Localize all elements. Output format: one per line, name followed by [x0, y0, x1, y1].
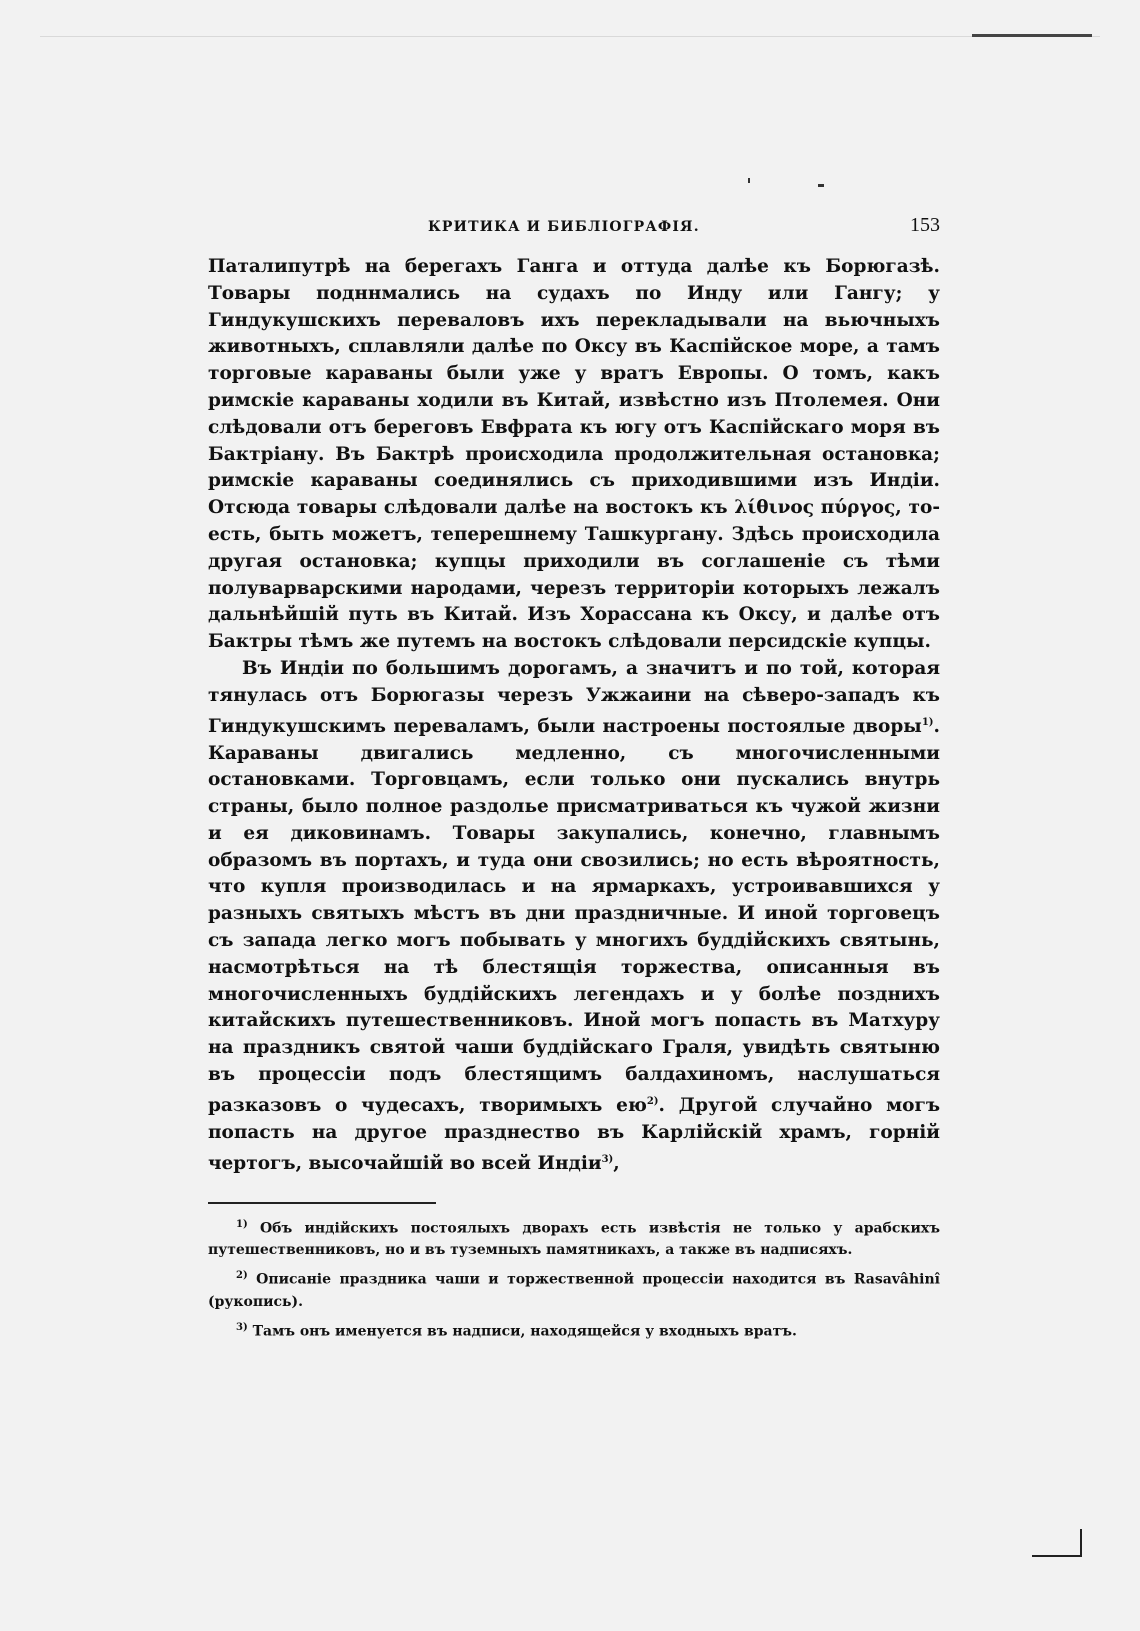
footnote-mark: 1): [236, 1218, 248, 1230]
footnote-ref: 2): [646, 1095, 659, 1107]
footnote: [208, 1214, 940, 1262]
paragraph-text: . Караваны двигались медленно, съ многочисленными остановками. Торговцамъ, если только они пускались внутрь страны, было полное раздолье присматриваться къ чужой жизни и ея диковинамъ. Товары закупались, конечно, главнымъ образомъ въ портахъ, и туда они свозились; но есть вѣроятность, что купля производилась и на ярмаркахъ, устроивавшихся у разныхъ святыхъ мѣстъ въ дни праздничные. И иной торговецъ съ запада легко могъ побывать у многихъ буддійскихъ святынь, насмотрѣться на тѣ блестящія торжества, описанныя въ многочисленныхъ буддійскихъ легендахъ и у болѣе позднихъ китайскихъ путешественниковъ. Иной могъ попасть въ Матхуру на праздникъ святой чаши буддійскаго Граля, увидѣть святыню въ процессіи подъ блестящимъ балдахиномъ, наслушаться разказовъ о чудесахъ, творимыхъ ею: [208, 715, 940, 1117]
footnote: [208, 1317, 940, 1343]
paragraph-text: Въ Индіи по большимъ дорогамъ, а значитъ и по той, которая тянулась отъ Борюгазы черезъ Ужжаини на сѣверо-западъ къ Гиндукушскимъ переваламъ, были настроены постоялые дворы: [208, 657, 940, 737]
footnote-ref: 1): [921, 716, 934, 728]
scan-mark: [972, 34, 1092, 37]
paragraph: [208, 656, 940, 1178]
footnote-ref: 3): [601, 1153, 614, 1165]
page-header: [208, 214, 940, 254]
footnote-mark: 3): [236, 1321, 248, 1333]
footnote-text: Описаніе праздника чаши и торжественной процессіи находится въ Rasavâhinî (рукопись).: [208, 1271, 940, 1310]
scan-corner-mark: [1032, 1529, 1082, 1557]
footnote: [208, 1265, 940, 1313]
page-number: 153: [910, 214, 940, 236]
scan-edge: [40, 36, 1100, 37]
paragraph: Паталипутрѣ на берегахъ Ганга и оттуда далѣе къ Борюгазѣ. Товары подннмались на судахъ по Инду или Гангу; у Гиндукушскихъ переваловъ ихъ перекладывали на вьючныхъ животныхъ, сплавляли далѣе по Оксу въ Каспійское море, а тамъ торговые караваны были уже у вратъ Европы. О томъ, какъ римскіе караваны ходили въ Китай, извѣстно изъ Птолемея. Они слѣдовали отъ береговъ Евфрата къ югу отъ Каспійскаго моря въ Бактріану. Въ Бактрѣ происходила продолжительная остановка; римскіе караваны соединялись съ приходившими изъ Индіи. Отсюда товары слѣдовали далѣе на востокъ къ λίθινος πύργος, то-есть, быть можетъ, теперешнему Ташкургану. Здѣсь происходила другая остановка; купцы приходили въ соглашеніе съ тѣми полуварварскими народами, черезъ территоріи которыхъ лежалъ дальнѣйшій путь въ Китай. Изъ Хорассана къ Оксу, и далѣе отъ Бактры тѣмъ же путемъ на востокъ слѣдовали персидскіе купцы.: [208, 256, 940, 653]
footnote-text: Объ индійскихъ постоялыхъ дворахъ есть извѣстія не только у арабскихъ путешественниковъ, но и въ туземныхъ памятникахъ, а также въ надписяхъ.: [208, 1220, 941, 1259]
footnote-divider: [208, 1202, 436, 1204]
footnotes: [208, 1214, 940, 1343]
scan-speck: [818, 184, 824, 187]
footnote-text: Тамъ онъ именуется въ надписи, находящейся у входныхъ вратъ.: [252, 1323, 797, 1340]
paragraph-text: ,: [613, 1152, 620, 1174]
running-title: КРИТИКА И БИБЛІОГРАФІЯ.: [428, 219, 700, 235]
footnote-mark: 2): [236, 1270, 248, 1282]
main-text: [208, 254, 940, 1178]
scan-speck: [748, 178, 750, 183]
book-page: [208, 214, 940, 1347]
paragraph-text: . Другой случайно могъ попасть на другое празднество въ Карлійскій храмъ, горній чертогъ, высочайшій во всей Индіи: [208, 1095, 941, 1174]
